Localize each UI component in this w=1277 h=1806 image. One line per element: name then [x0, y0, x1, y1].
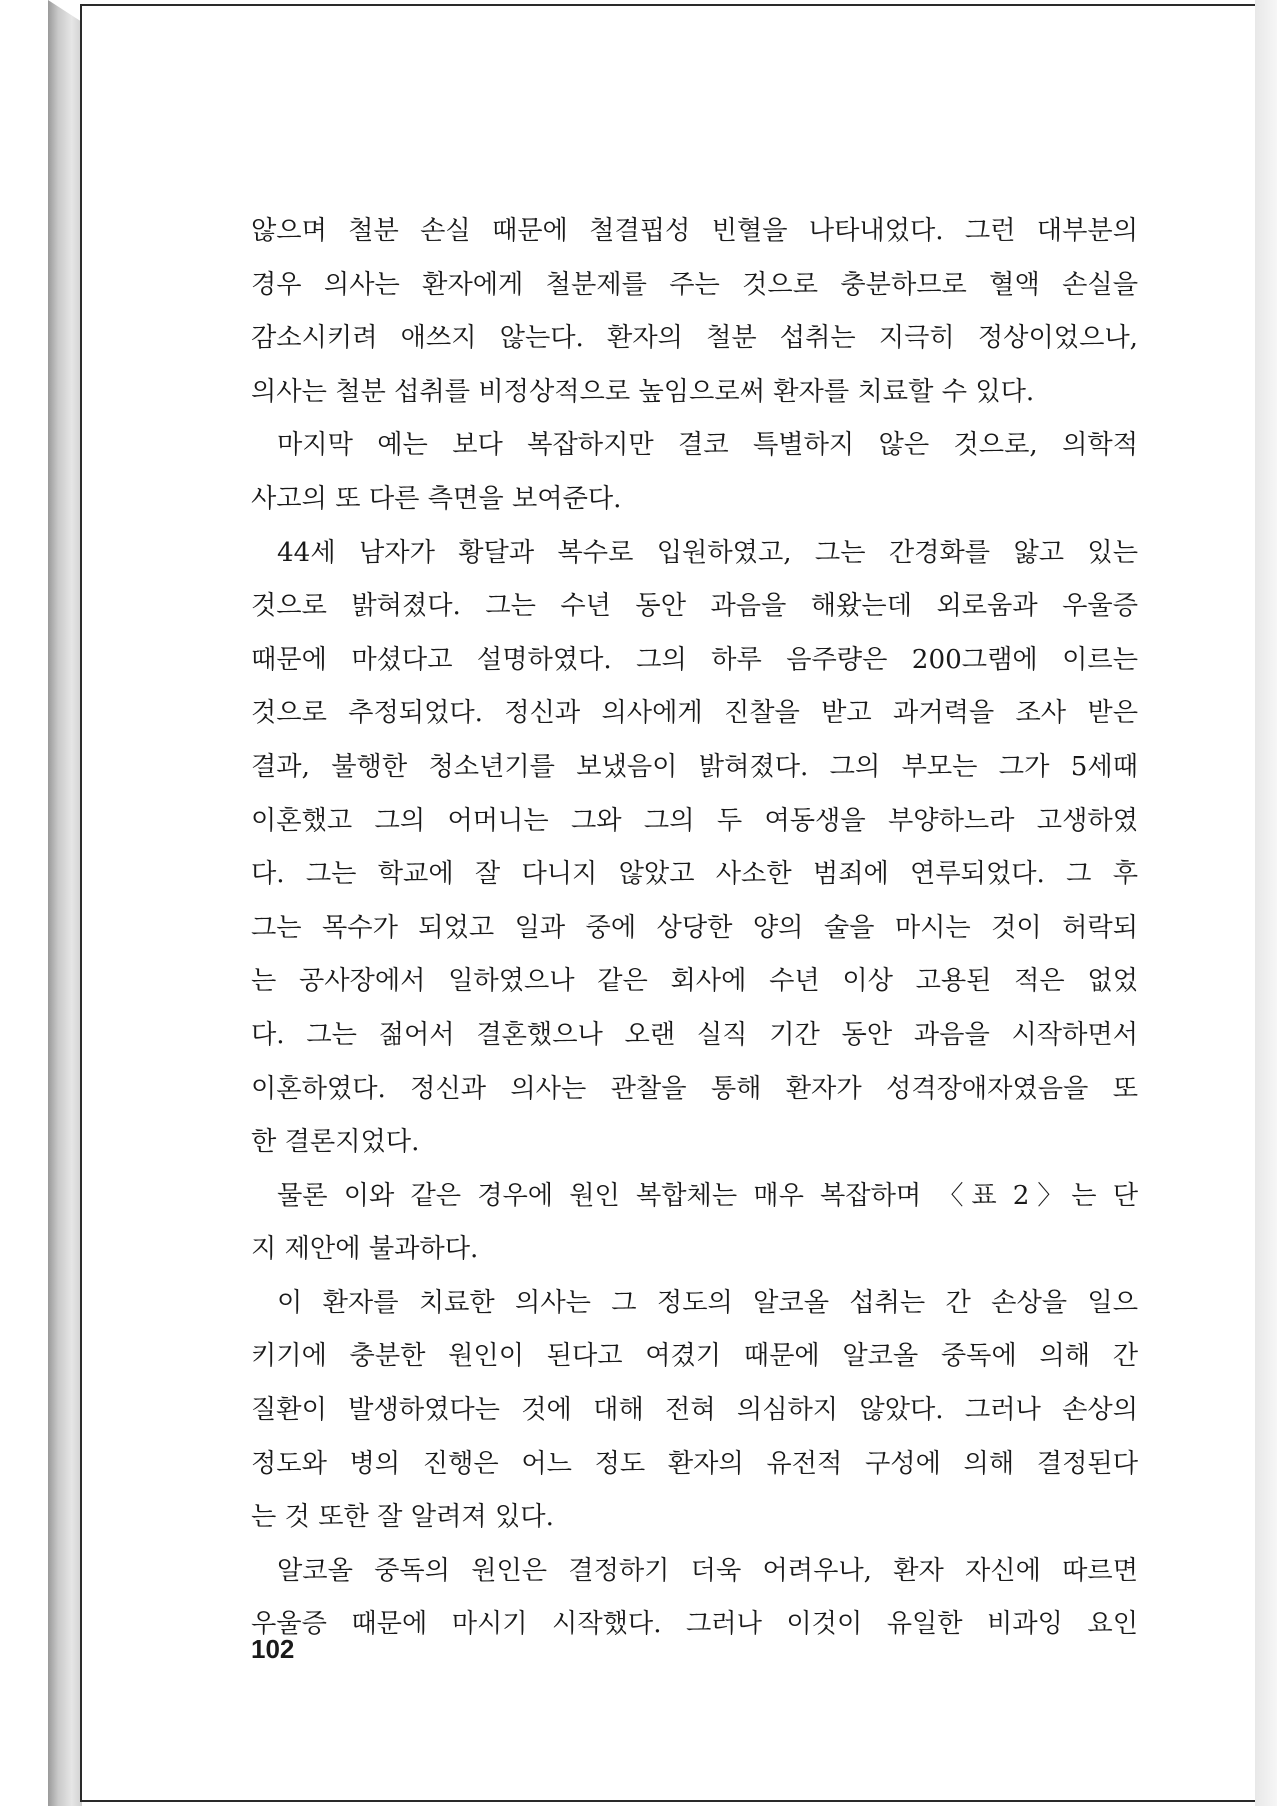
text-line: 것으로 추정되었다. 정신과 의사에게 진찰을 받고 과거력을 조사 받은: [251, 698, 1138, 729]
text-line: 는 것 또한 잘 알려져 있다.: [251, 1502, 554, 1533]
text-line: 다. 그는 젊어서 결혼했으나 오랜 실직 기간 동안 과음을 시작하면서: [251, 1019, 1138, 1050]
text-line: 한 결론지었다.: [251, 1127, 420, 1158]
text-line: 사고의 또 다른 측면을 보여준다.: [251, 483, 622, 514]
text-line: 경우 의사는 환자에게 철분제를 주는 것으로 충분하므로 혈액 손실을: [251, 269, 1138, 300]
text-line: 때문에 마셨다고 설명하였다. 그의 하루 음주량은 200그램에 이르는: [251, 644, 1138, 675]
text-line: 물론 이와 같은 경우에 원인 복합체는 매우 복잡하며 〈표 2〉는 단: [277, 1180, 1138, 1211]
text-line: 감소시키려 애쓰지 않는다. 환자의 철분 섭취는 지극히 정상이었으나,: [251, 323, 1138, 354]
spine-corner: [48, 0, 82, 22]
text-line: 키기에 충분한 원인이 된다고 여겼기 때문에 알코올 중독에 의해 간: [251, 1341, 1138, 1372]
page-number: 102: [251, 1634, 295, 1664]
text-line: 는 공사장에서 일하였으나 같은 회사에 수년 이상 고용된 적은 없었: [251, 966, 1138, 997]
text-line: 정도와 병의 진행은 어느 정도 환자의 유전적 구성에 의해 결정된다: [251, 1448, 1138, 1479]
text-line: 이혼하였다. 정신과 의사는 관찰을 통해 환자가 성격장애자였음을 또: [251, 1073, 1138, 1104]
text-line: 것으로 밝혀졌다. 그는 수년 동안 과음을 해왔는데 외로움과 우울증: [251, 591, 1138, 622]
text-line: 질환이 발생하였다는 것에 대해 전혀 의심하지 않았다. 그러나 손상의: [251, 1395, 1138, 1426]
text-line: 지 제안에 불과하다.: [251, 1234, 479, 1265]
text-line: 의사는 철분 섭취를 비정상적으로 높임으로써 환자를 치료할 수 있다.: [251, 376, 1035, 407]
body-text: [251, 205, 1138, 1652]
text-line: 알코올 중독의 원인은 결정하기 더욱 어려우나, 환자 자신에 따르면: [277, 1555, 1138, 1586]
paragraph: [251, 419, 1138, 526]
text-line: 다. 그는 학교에 잘 다니지 않았고 사소한 범죄에 연루되었다. 그 후: [251, 859, 1138, 890]
text-line: 이혼했고 그의 어머니는 그와 그의 두 여동생을 부양하느라 고생하였: [251, 805, 1138, 836]
text-line: 우울증 때문에 마시기 시작했다. 그러나 이것이 유일한 비과잉 요인: [251, 1609, 1138, 1640]
book-spine: [48, 0, 82, 1806]
paragraph: [251, 527, 1138, 1170]
text-line: 그는 목수가 되었고 일과 중에 상당한 양의 술을 마시는 것이 허락되: [251, 912, 1138, 943]
paragraph: [251, 1277, 1138, 1545]
text-line: 44세 남자가 황달과 복수로 입원하였고, 그는 간경화를 앓고 있는: [277, 537, 1138, 568]
text-line: 않으며 철분 손실 때문에 철결핍성 빈혈을 나타내었다. 그런 대부분의: [251, 216, 1138, 246]
text-line: 결과, 불행한 청소년기를 보냈음이 밝혀졌다. 그의 부모는 그가 5세때: [251, 751, 1138, 782]
paragraph: [251, 205, 1138, 419]
paragraph: [251, 1545, 1138, 1652]
text-line: 이 환자를 치료한 의사는 그 정도의 알코올 섭취는 간 손상을 일으: [277, 1287, 1138, 1318]
paragraph: [251, 1170, 1138, 1277]
text-line: 마지막 예는 보다 복잡하지만 결코 특별하지 않은 것으로, 의학적: [277, 430, 1138, 461]
page-right-edge: [1255, 0, 1277, 1806]
